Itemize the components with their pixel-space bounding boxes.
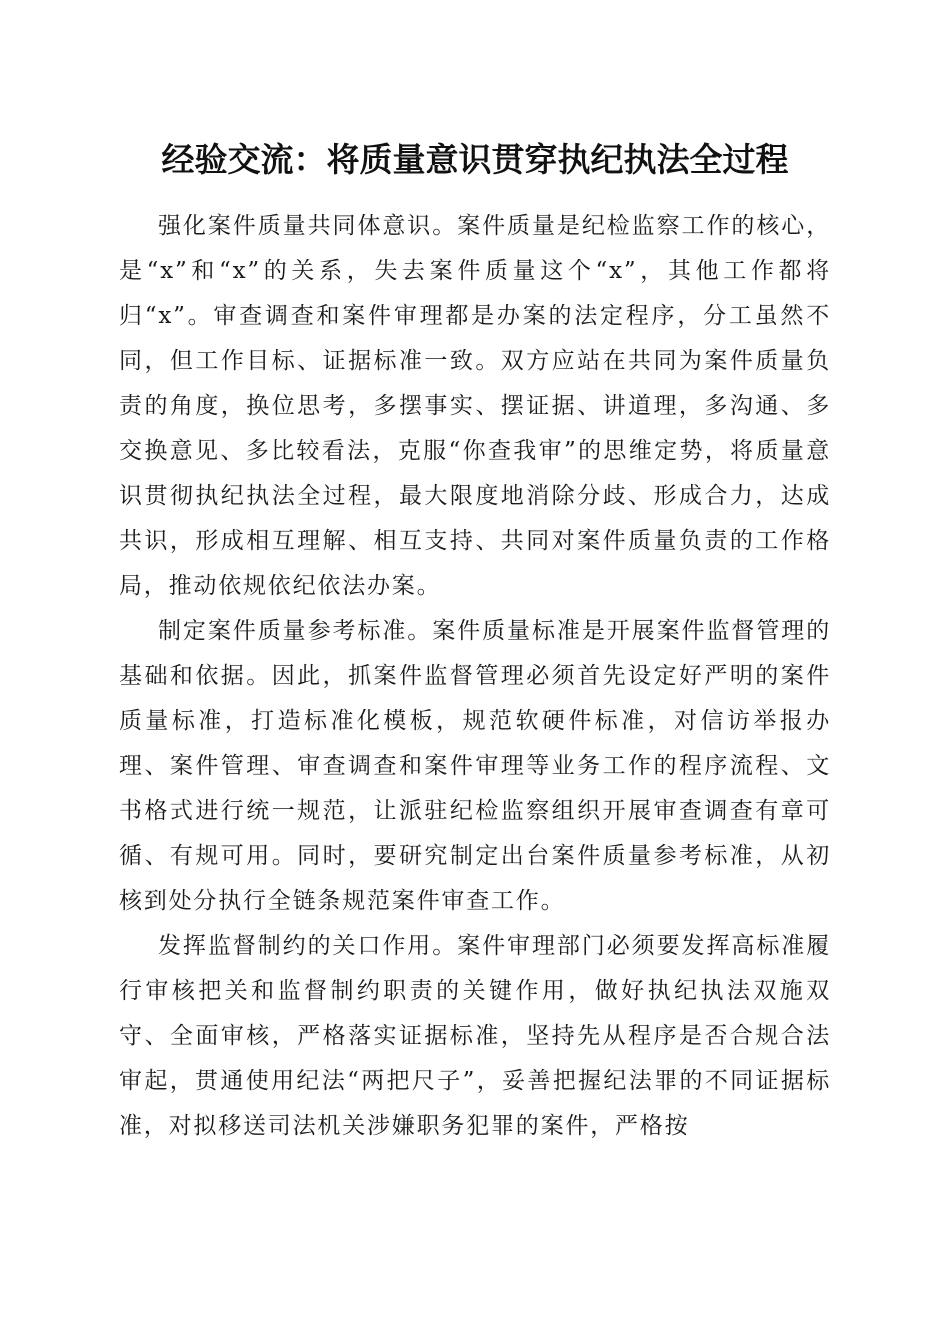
document-body bbox=[119, 204, 831, 1149]
paragraph-3: 发挥监督制约的关口作用。案件审理部门必须要发挥高标准履行审核把关和监督制约职责的关键作用，做好执纪执法双施双守、全面审核，严格落实证据标准，坚持先从程序是否合规合法审起，贯通使用纪法“两把尺子”，妥善把握纪法罪的不同证据标准，对拟移送司法机关涉嫌职务犯罪的案件，严格按 bbox=[119, 933, 831, 1139]
paragraph-2: 制定案件质量参考标准。案件质量标准是开展案件监督管理的基础和依据。因此，抓案件监督管理必须首先设定好严明的案件质量标准，打造标准化模板，规范软硬件标准，对信访举报办理、案件管理、审查调查和案件审理等业务工作的程序流程、文书格式进行统一规范，让派驻纪检监察组织开展审查调查有章可循、有规可用。同时，要研究制定出台案件质量参考标准，从初核到处分执行全链条规范案件审查工作。 bbox=[119, 618, 831, 914]
paragraph-1: 强化案件质量共同体意识。案件质量是纪检监察工作的核心，是“x”和“x”的关系，失去案件质量这个“x”，其他工作都将归“x”。审查调查和案件审理都是办案的法定程序，分工虽然不同，但工作目标、证据标准一致。双方应站在共同为案件质量负责的角度，换位思考，多摆事实、摆证据、讲道理，多沟通、多交换意见、多比较看法，克服“你查我审”的思维定势，将质量意识贯彻执纪执法全过程，最大限度地消除分歧、形成合力，达成共识，形成相互理解、相互支持、共同对案件质量负责的工作格局，推动依规依纪依法办案。 bbox=[119, 213, 831, 599]
document-title: 经验交流：将质量意识贯穿执纪执法全过程 bbox=[161, 140, 789, 179]
